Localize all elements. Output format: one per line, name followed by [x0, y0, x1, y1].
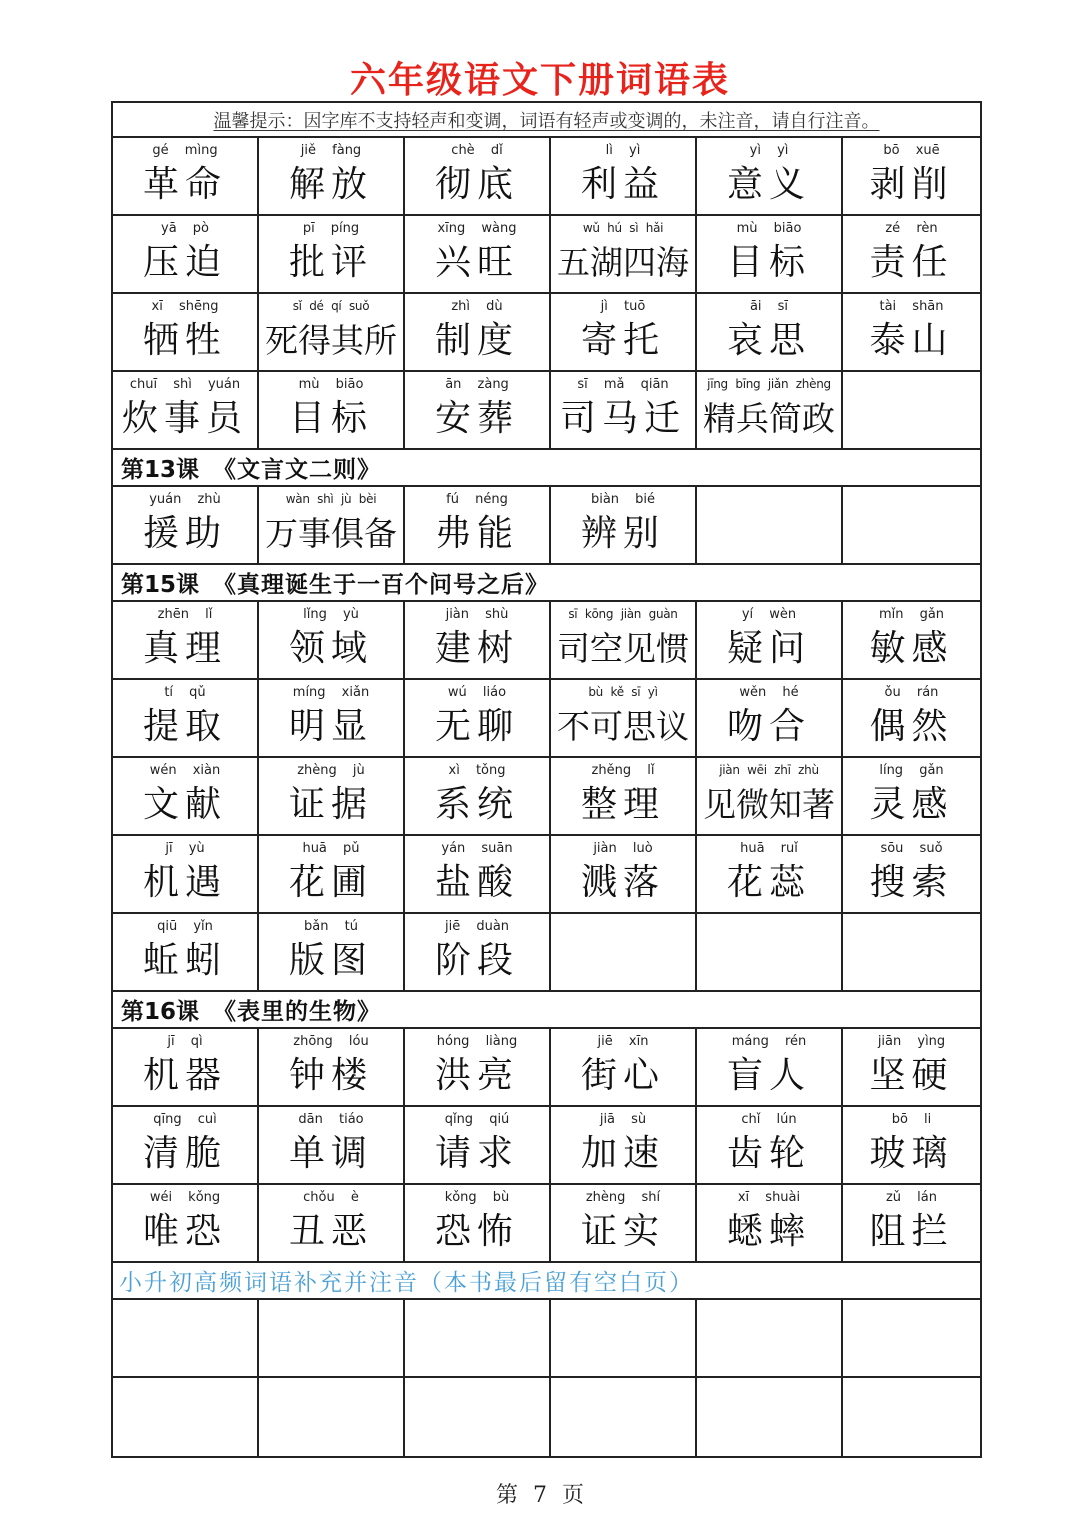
word-cell: [405, 1107, 551, 1183]
word-cell: [843, 1185, 980, 1261]
chinese-word: 街心: [580, 1055, 665, 1096]
word-cell: [259, 602, 405, 678]
pinyin: qīng cuì: [153, 1112, 217, 1127]
word-cell: [113, 1185, 259, 1261]
chinese-word: 明显: [288, 706, 373, 747]
chinese-word: 恐怖: [434, 1211, 519, 1252]
word-cell: [259, 138, 405, 214]
word-row: [113, 216, 980, 294]
word-cell: [697, 138, 843, 214]
blank-cell: [405, 1378, 551, 1456]
lesson-header: [113, 992, 980, 1029]
word-cell: [697, 1107, 843, 1183]
pinyin: qiū yǐn: [157, 919, 213, 934]
chinese-word: 溅落: [580, 862, 665, 903]
pinyin: jiàn shù: [445, 607, 509, 622]
pinyin: jiàn wēi zhī zhù: [719, 763, 819, 777]
chinese-word: 加速: [580, 1133, 665, 1174]
chinese-word: 版图: [288, 940, 373, 981]
chinese-word: 清脆: [142, 1133, 227, 1174]
word-cell: [551, 1029, 697, 1105]
chinese-word: 玻璃: [869, 1133, 954, 1174]
word-cell: [843, 836, 980, 912]
word-cell: [551, 372, 697, 448]
word-cell: [259, 372, 405, 448]
word-cell: [843, 1029, 980, 1105]
pinyin: ān zàng: [445, 377, 509, 392]
chinese-word: 齿轮: [726, 1133, 811, 1174]
chinese-word: 文献: [142, 784, 227, 825]
pinyin: jī qì: [167, 1034, 203, 1049]
pinyin: jī yù: [165, 841, 205, 856]
blank-row: [113, 1378, 980, 1456]
word-cell: [405, 487, 551, 563]
chinese-word: 机遇: [142, 862, 227, 903]
word-cell: [259, 294, 405, 370]
chinese-word: 建树: [434, 628, 519, 669]
chinese-word: 蚯蚓: [142, 940, 227, 981]
pinyin: ǒu rán: [884, 685, 939, 700]
pinyin: jiē xīn: [597, 1034, 649, 1049]
pinyin: jiě fàng: [300, 143, 362, 158]
pinyin: míng xiǎn: [292, 685, 370, 700]
pinyin: zǔ lán: [885, 1190, 937, 1205]
vocabulary-table: [111, 101, 982, 1458]
pinyin: zhì dù: [451, 299, 503, 314]
word-row: [113, 914, 980, 992]
pinyin: wén xiàn: [149, 763, 221, 778]
chinese-word: 偶然: [869, 706, 954, 747]
word-row: [113, 1029, 980, 1107]
word-cell: [405, 602, 551, 678]
chinese-word: 敏感: [869, 628, 954, 669]
pinyin: wàn shì jù bèi: [285, 492, 377, 506]
word-cell: [405, 680, 551, 756]
pinyin: wú liáo: [447, 685, 507, 700]
word-cell: [551, 680, 697, 756]
word-cell: [113, 914, 259, 990]
word-cell: [551, 602, 697, 678]
chinese-word: 请求: [434, 1133, 519, 1174]
empty-cell: [697, 914, 843, 990]
pinyin: bō li: [891, 1112, 932, 1127]
word-cell: [405, 138, 551, 214]
chinese-word: 唯恐: [142, 1211, 227, 1252]
word-cell: [113, 216, 259, 292]
blank-cell: [405, 1300, 551, 1376]
pinyin: kǒng bù: [444, 1190, 510, 1205]
chinese-word: 司马迁: [559, 398, 686, 439]
chinese-word: 意义: [726, 164, 811, 205]
lesson-header: [113, 565, 980, 602]
chinese-word: 单调: [288, 1133, 373, 1174]
empty-cell: [697, 487, 843, 563]
pinyin: huā pǔ: [302, 841, 360, 856]
word-row: [113, 680, 980, 758]
word-cell: [551, 216, 697, 292]
pinyin: xīng wàng: [437, 221, 517, 236]
chinese-word: 目标: [726, 242, 811, 283]
word-cell: [405, 914, 551, 990]
empty-cell: [843, 487, 980, 563]
pinyin: yuán zhù: [149, 492, 221, 507]
chinese-word: 领域: [288, 628, 373, 669]
word-row: [113, 1107, 980, 1185]
chinese-word: 弗能: [434, 513, 519, 554]
pinyin: hóng liàng: [436, 1034, 518, 1049]
pinyin: yì yì: [749, 143, 789, 158]
pinyin: chè dǐ: [451, 143, 503, 158]
pinyin: mù biāo: [298, 377, 364, 392]
chinese-word: 灵感: [869, 784, 954, 825]
chinese-word: 花蕊: [726, 862, 811, 903]
page-number: 第 7 页: [496, 1483, 584, 1508]
word-cell: [843, 294, 980, 370]
pinyin: sōu suǒ: [880, 841, 943, 856]
word-row: [113, 294, 980, 372]
chinese-word: 援助: [142, 513, 227, 554]
chinese-word: 系统: [434, 784, 519, 825]
tip-bar: [113, 103, 980, 138]
pinyin: wǔ hú sì hǎi: [582, 221, 664, 235]
word-cell: [843, 680, 980, 756]
pinyin: zhèng shí: [585, 1190, 661, 1205]
word-cell: [551, 138, 697, 214]
blank-cell: [843, 1378, 980, 1456]
chinese-word: 真理: [142, 628, 227, 669]
pinyin: zhèng jù: [297, 763, 365, 778]
pinyin: huā ruǐ: [740, 841, 798, 856]
pinyin: jiā sù: [599, 1112, 647, 1127]
pinyin: bù kě sī yì: [588, 685, 658, 699]
word-cell: [259, 836, 405, 912]
chinese-word: 解放: [288, 164, 373, 205]
word-row: [113, 602, 980, 680]
pinyin: tí qǔ: [164, 685, 206, 700]
chinese-word: 见微知著: [703, 785, 835, 824]
lesson-title: 《真理诞生于一百个问号之后》: [213, 572, 550, 598]
chinese-word: 辨别: [580, 513, 665, 554]
word-cell: [551, 487, 697, 563]
word-cell: [697, 602, 843, 678]
pinyin: xì tǒng: [448, 763, 506, 778]
pinyin: xī shuài: [737, 1190, 801, 1205]
blank-cell: [697, 1300, 843, 1376]
word-cell: [113, 372, 259, 448]
chinese-word: 无聊: [434, 706, 519, 747]
word-cell: [551, 836, 697, 912]
pinyin: pī píng: [302, 221, 360, 236]
chinese-word: 泰山: [869, 320, 954, 361]
chinese-word: 万事俱备: [265, 514, 397, 553]
pinyin: sī mǎ qiān: [577, 377, 669, 392]
chinese-word: 精兵简政: [703, 399, 835, 438]
pinyin: zhěng lǐ: [591, 763, 655, 778]
pinyin: jiē duàn: [444, 919, 510, 934]
pinyin: jì tuō: [600, 299, 646, 314]
chinese-word: 寄托: [580, 320, 665, 361]
word-cell: [551, 1185, 697, 1261]
word-row: [113, 138, 980, 216]
word-cell: [113, 1029, 259, 1105]
word-cell: [697, 294, 843, 370]
pinyin: dān tiáo: [298, 1112, 364, 1127]
word-cell: [697, 1029, 843, 1105]
pinyin: chǐ lún: [741, 1112, 797, 1127]
chinese-word: 机器: [142, 1055, 227, 1096]
chinese-word: 压迫: [142, 242, 227, 283]
empty-cell: [843, 914, 980, 990]
word-cell: [843, 216, 980, 292]
blank-cell: [113, 1378, 259, 1456]
word-cell: [551, 294, 697, 370]
empty-cell: [551, 914, 697, 990]
chinese-word: 责任: [869, 242, 954, 283]
lesson-number: 第15课: [121, 572, 200, 598]
blank-row: [113, 1300, 980, 1378]
word-cell: [551, 1107, 697, 1183]
pinyin: āi sī: [749, 299, 789, 314]
pinyin: jīng bīng jiǎn zhèng: [707, 377, 831, 391]
chinese-word: 钟楼: [288, 1055, 373, 1096]
word-cell: [551, 758, 697, 834]
word-cell: [259, 1029, 405, 1105]
pinyin: chǒu è: [303, 1190, 359, 1205]
lesson-number: 第16课: [121, 999, 200, 1025]
word-cell: [259, 680, 405, 756]
chinese-word: 搜索: [869, 862, 954, 903]
chinese-word: 牺牲: [142, 320, 227, 361]
chinese-word: 五湖四海: [557, 243, 689, 282]
word-cell: [405, 1029, 551, 1105]
lesson-title: 《文言文二则》: [213, 457, 382, 483]
word-cell: [259, 216, 405, 292]
page-title: 六年级语文下册词语表: [349, 60, 730, 101]
chinese-word: 证据: [288, 784, 373, 825]
pinyin: gé mìng: [152, 143, 218, 158]
word-cell: [113, 758, 259, 834]
chinese-word: 提取: [142, 706, 227, 747]
chinese-word: 洪亮: [434, 1055, 519, 1096]
pinyin: chuī shì yuán: [129, 377, 241, 392]
word-cell: [843, 602, 980, 678]
chinese-word: 死得其所: [265, 321, 397, 360]
chinese-word: 剥削: [869, 164, 954, 205]
chinese-word: 目标: [288, 398, 373, 439]
chinese-word: 花圃: [288, 862, 373, 903]
word-cell: [405, 758, 551, 834]
pinyin: zé rèn: [885, 221, 938, 236]
word-cell: [113, 138, 259, 214]
word-cell: [259, 1107, 405, 1183]
chinese-word: 整理: [580, 784, 665, 825]
lesson-number: 第13课: [121, 457, 200, 483]
pinyin: jiān yìng: [877, 1034, 946, 1049]
blank-cell: [551, 1378, 697, 1456]
word-cell: [405, 1185, 551, 1261]
supplement-header: 小升初高频词语补充并注音（本书最后留有空白页）: [113, 1263, 980, 1300]
pinyin: fú néng: [446, 492, 508, 507]
chinese-word: 阻拦: [869, 1211, 954, 1252]
chinese-word: 彻底: [434, 164, 519, 205]
word-cell: [259, 914, 405, 990]
word-cell: [113, 602, 259, 678]
word-cell: [697, 216, 843, 292]
blank-cell: [113, 1300, 259, 1376]
chinese-word: 盲人: [726, 1055, 811, 1096]
chinese-word: 哀思: [726, 320, 811, 361]
word-row: [113, 758, 980, 836]
word-cell: [113, 487, 259, 563]
word-cell: [405, 372, 551, 448]
pinyin: yā pò: [161, 221, 209, 236]
word-row: [113, 487, 980, 565]
word-row: [113, 1185, 980, 1263]
pinyin: zhōng lóu: [293, 1034, 369, 1049]
pinyin: bǎn tú: [304, 919, 358, 934]
pinyin: lì yì: [605, 143, 641, 158]
lesson-header: [113, 450, 980, 487]
chinese-word: 革命: [142, 164, 227, 205]
chinese-word: 坚硬: [869, 1055, 954, 1096]
pinyin: xī shēng: [151, 299, 219, 314]
pinyin: mǐn gǎn: [878, 607, 945, 622]
empty-cell: [843, 372, 980, 448]
pinyin: máng rén: [731, 1034, 807, 1049]
word-cell: [697, 758, 843, 834]
pinyin: sǐ dé qí suǒ: [292, 299, 370, 313]
word-cell: [843, 138, 980, 214]
chinese-word: 兴旺: [434, 242, 519, 283]
chinese-word: 制度: [434, 320, 519, 361]
pinyin: yí wèn: [741, 607, 797, 622]
pinyin: bō xuē: [883, 143, 940, 158]
tip-text: 温馨提示：因字库不支持轻声和变调，词语有轻声或变调的，未注音，请自行注音。: [213, 110, 880, 132]
chinese-word: 利益: [580, 164, 665, 205]
chinese-word: 司空见惯: [557, 629, 689, 668]
pinyin: mù biāo: [736, 221, 802, 236]
pinyin: wěn hé: [739, 685, 799, 700]
chinese-word: 丑恶: [288, 1211, 373, 1252]
chinese-word: 炊事员: [121, 398, 248, 439]
pinyin: yán suān: [441, 841, 513, 856]
pinyin: líng gǎn: [879, 763, 944, 778]
chinese-word: 证实: [580, 1211, 665, 1252]
word-cell: [697, 836, 843, 912]
pinyin: tài shān: [879, 299, 944, 314]
word-cell: [113, 836, 259, 912]
blank-cell: [259, 1300, 405, 1376]
pinyin: wéi kǒng: [149, 1190, 221, 1205]
chinese-word: 盐酸: [434, 862, 519, 903]
word-cell: [405, 216, 551, 292]
word-cell: [697, 372, 843, 448]
chinese-word: 吻合: [726, 706, 811, 747]
chinese-word: 蟋蟀: [726, 1211, 811, 1252]
chinese-word: 阶段: [434, 940, 519, 981]
word-cell: [697, 1185, 843, 1261]
pinyin: jiàn luò: [593, 841, 653, 856]
chinese-word: 不可思议: [557, 707, 689, 746]
pinyin: biàn bié: [590, 492, 656, 507]
word-row: [113, 836, 980, 914]
chinese-word: 安葬: [434, 398, 519, 439]
word-row: [113, 372, 980, 450]
word-cell: [843, 758, 980, 834]
word-cell: [113, 1107, 259, 1183]
chinese-word: 批评: [288, 242, 373, 283]
word-cell: [405, 836, 551, 912]
chinese-word: 疑问: [726, 628, 811, 669]
word-cell: [697, 680, 843, 756]
pinyin: lǐng yù: [303, 607, 359, 622]
word-cell: [113, 294, 259, 370]
lesson-title: 《表里的生物》: [213, 999, 382, 1025]
blank-cell: [843, 1300, 980, 1376]
pinyin: qǐng qiú: [444, 1112, 510, 1127]
word-cell: [259, 758, 405, 834]
blank-cell: [259, 1378, 405, 1456]
blank-cell: [551, 1300, 697, 1376]
pinyin: zhēn lǐ: [157, 607, 213, 622]
blank-cell: [697, 1378, 843, 1456]
word-cell: [259, 1185, 405, 1261]
word-cell: [843, 1107, 980, 1183]
word-cell: [259, 487, 405, 563]
pinyin: sī kōng jiàn guàn: [568, 607, 678, 621]
word-cell: [113, 680, 259, 756]
word-cell: [405, 294, 551, 370]
